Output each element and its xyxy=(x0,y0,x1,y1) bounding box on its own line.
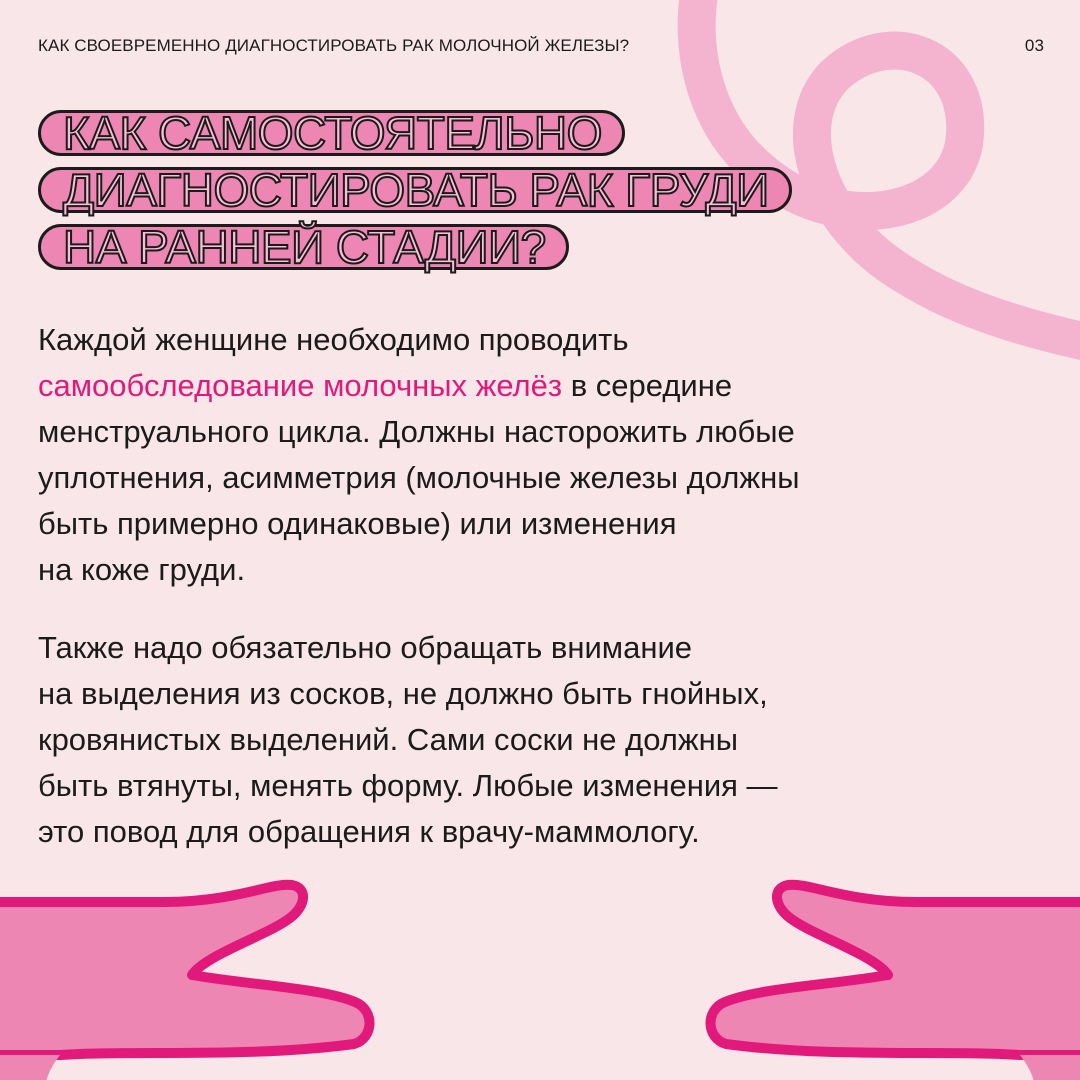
paragraph-line xyxy=(38,363,1028,409)
paragraph-line: уплотнения, асимметрия (молочные железы должны xyxy=(38,460,800,495)
paragraph-line: кровянистых выделений. Сами соски не должны xyxy=(38,722,738,757)
title-line-3: НА РАННЕЙ СТАДИИ? xyxy=(38,224,569,270)
left-hand-icon xyxy=(0,885,370,1080)
page-title xyxy=(38,107,792,281)
page-number: 03 xyxy=(1024,36,1044,55)
title-line-2: ДИАГНОСТИРОВАТЬ РАК ГРУДИ xyxy=(38,167,792,213)
paragraph-line: Каждой женщине необходимо проводить xyxy=(38,322,629,357)
paragraph-discharge xyxy=(38,625,1028,855)
paragraph-line: на выделения из сосков, не должно быть гнойных, xyxy=(38,676,768,711)
paragraph-line: менструального цикла. Должны насторожить любые xyxy=(38,414,795,449)
paragraph-line: это повод для обращения к врачу-маммологу. xyxy=(38,814,700,849)
paragraph-line: быть втянуты, менять форму. Любые изменения — xyxy=(38,768,778,803)
paragraph-self-exam xyxy=(38,317,1028,593)
paragraph-line: быть примерно одинаковые) или изменения xyxy=(38,506,677,541)
paragraph-line-rest: в середине xyxy=(562,368,733,403)
right-hand-icon xyxy=(710,885,1080,1080)
title-line-1: КАК САМОСТОЯТЕЛЬНО xyxy=(38,110,625,156)
paragraph-line: на коже груди. xyxy=(38,552,246,587)
highlighted-term: самообследование молочных желёз xyxy=(38,368,563,403)
header xyxy=(38,36,1044,56)
paragraph-line: Также надо обязательно обращать внимание xyxy=(38,630,693,665)
header-title: КАК СВОЕВРЕМЕННО ДИАГНОСТИРОВАТЬ РАК МОЛОЧНОЙ ЖЕЛЕЗЫ? xyxy=(38,36,630,55)
